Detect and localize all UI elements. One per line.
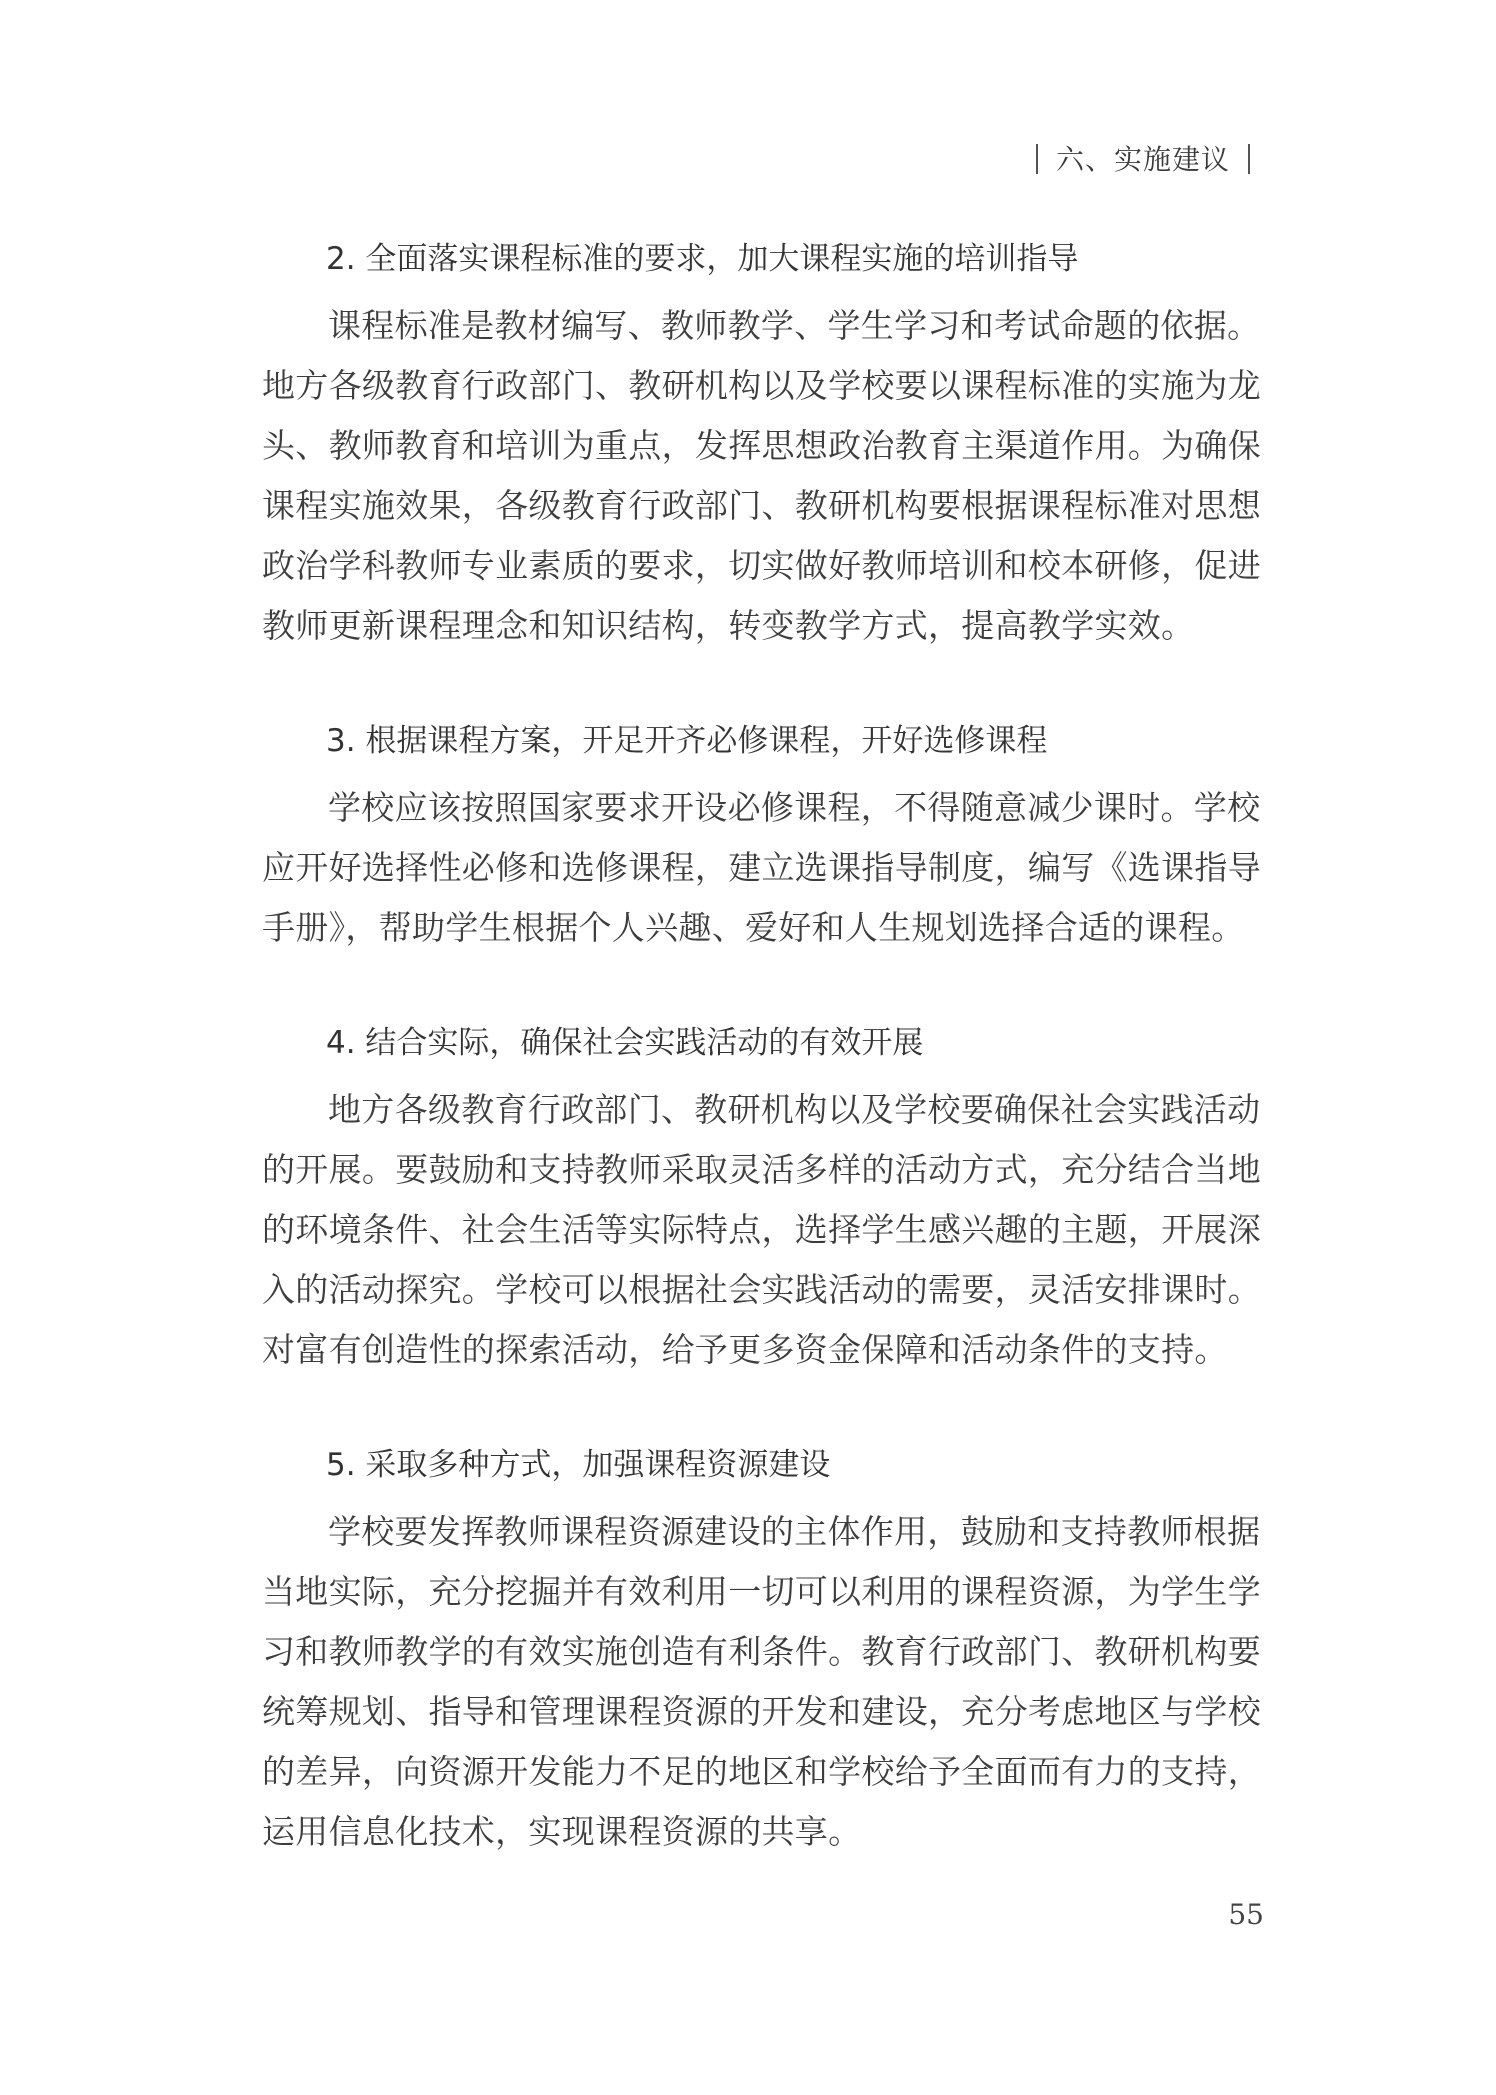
header-chapter-title: 六、实施建议 [1055,143,1230,176]
paragraph-line: 课程实施效果，各级教育行政部门、教研机构要根据课程标准对思想 [262,486,1261,525]
paragraph-line: 手册》，帮助学生根据个人兴趣、爱好和人生规划选择合适的课程。 [262,908,1245,947]
paragraph-line: 的开展。要鼓励和支持教师采取灵活多样的活动方式，充分结合当地 [262,1150,1261,1189]
paragraph-line: 运用信息化技术，实现课程资源的共享。 [262,1812,862,1851]
paragraph-line: 课程标准是教材编写、教师教学、学生学习和考试命题的依据。 [328,306,1261,345]
page-number: 55 [1228,1898,1264,1931]
paragraph-line: 的差异，向资源开发能力不足的地区和学校给予全面而有力的支持， [262,1752,1261,1791]
paragraph-line: 学校应该按照国家要求开设必修课程，不得随意减少课时。学校 [328,788,1261,827]
paragraph-line: 学校要发挥教师课程资源建设的主体作用，鼓励和支持教师根据 [328,1512,1261,1551]
header-divider-right [1248,144,1250,174]
section-paragraph [262,1502,1262,1862]
paragraph-line: 对富有创造性的探索活动，给予更多资金保障和活动条件的支持。 [262,1330,1228,1369]
running-header [1018,138,1268,178]
section-2 [262,236,1262,656]
section-3 [262,718,1262,958]
section-5 [262,1442,1262,1862]
paragraph-line: 头、教师教育和培训为重点，发挥思想政治教育主渠道作用。为确保 [262,426,1261,465]
paragraph-line: 习和教师教学的有效实施创造有利条件。教育行政部门、教研机构要 [262,1632,1261,1671]
section-paragraph [262,296,1262,656]
paragraph-line: 的环境条件、社会生活等实际特点，选择学生感兴趣的主题，开展深 [262,1210,1261,1249]
section-paragraph [262,1080,1262,1380]
section-heading: 2. 全面落实课程标准的要求，加大课程实施的培训指导 [326,241,1079,277]
paragraph-line: 地方各级教育行政部门、教研机构以及学校要以课程标准的实施为龙 [262,366,1261,405]
paragraph-line: 应开好选择性必修和选修课程，建立选课指导制度，编写《选课指导 [262,848,1261,887]
section-4 [262,1020,1262,1380]
section-paragraph [262,778,1262,958]
paragraph-line: 入的活动探究。学校可以根据社会实践活动的需要，灵活安排课时。 [262,1270,1261,1309]
section-heading: 3. 根据课程方案，开足开齐必修课程，开好选修课程 [326,723,1048,759]
page-content [262,236,1262,1924]
section-heading: 4. 结合实际，确保社会实践活动的有效开展 [326,1025,924,1061]
paragraph-line: 政治学科教师专业素质的要求，切实做好教师培训和校本研修，促进 [262,546,1261,585]
paragraph-line: 统筹规划、指导和管理课程资源的开发和建设，充分考虑地区与学校 [262,1692,1261,1731]
paragraph-line: 教师更新课程理念和知识结构，转变教学方式，提高教学实效。 [262,606,1195,645]
section-heading: 5. 采取多种方式，加强课程资源建设 [326,1447,831,1483]
paragraph-line: 地方各级教育行政部门、教研机构以及学校要确保社会实践活动 [328,1090,1261,1129]
paragraph-line: 当地实际，充分挖掘并有效利用一切可以利用的课程资源，为学生学 [262,1572,1261,1611]
header-divider-left [1036,144,1038,174]
